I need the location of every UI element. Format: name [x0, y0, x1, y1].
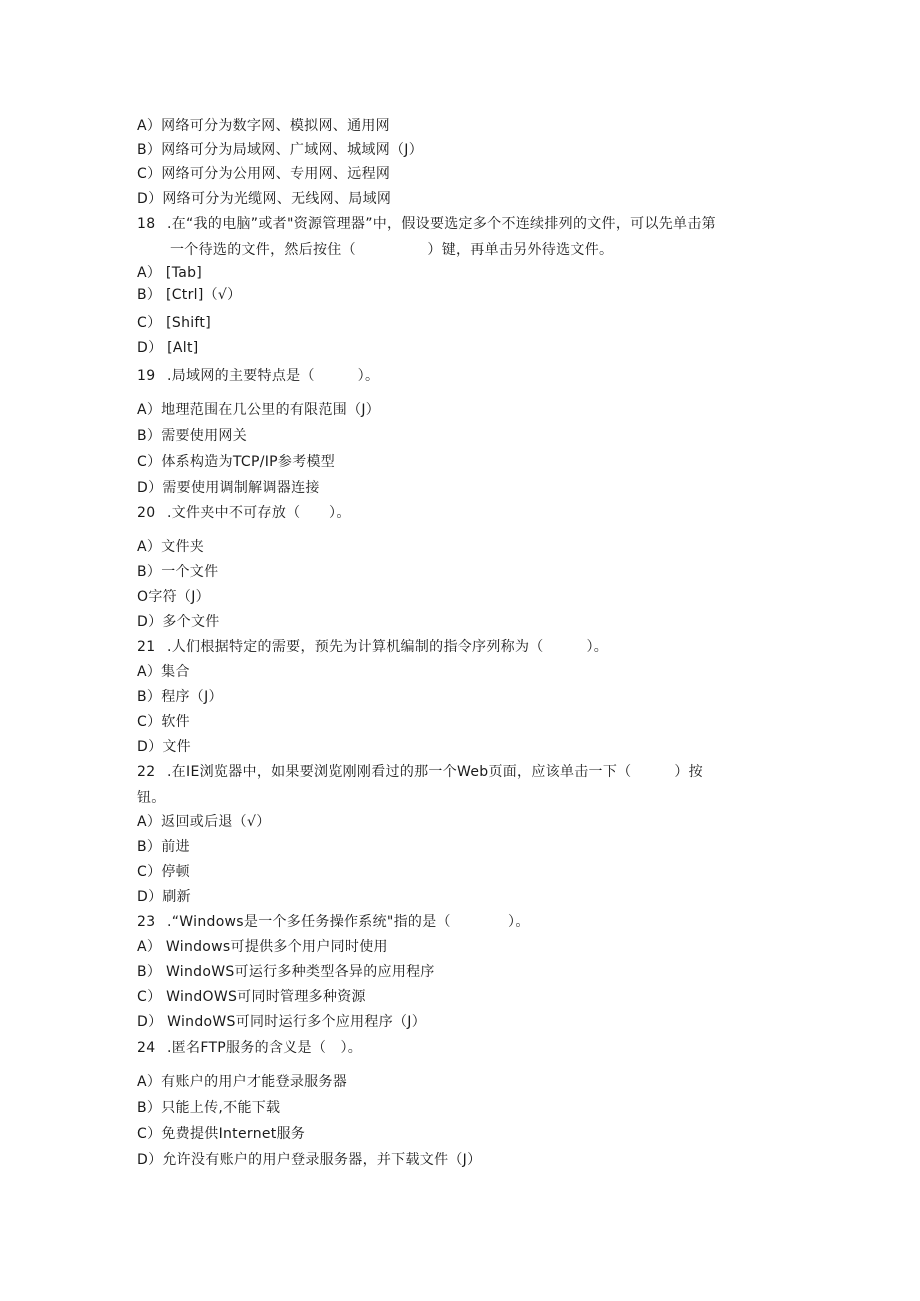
question-text: .匿名FTP服务的含义是（ ）。 — [167, 1040, 363, 1056]
q21-option-a: A）集合 — [137, 664, 190, 680]
q20-question — [137, 504, 351, 522]
q23-option-b: B） WindoWS可运行多种类型各异的应用程序 — [137, 964, 435, 980]
question-number: 20 — [137, 505, 156, 521]
question-text: .在“我的电脑”或者"资源管理器”中，假设要选定多个不连续排列的文件，可以先单击第 — [167, 216, 716, 232]
question-number: 24 — [137, 1040, 156, 1056]
q22-question-continuation: 钮。 — [137, 790, 166, 806]
question-text: .文件夹中不可存放（ ）。 — [167, 505, 351, 521]
q17-option-d: D）网络可分为光缆网、无线网、局域网 — [137, 191, 392, 207]
q23-option-a: A） Windows可提供多个用户同时使用 — [137, 939, 388, 955]
q20-option-a: A）文件夹 — [137, 539, 205, 555]
q19-question — [137, 367, 379, 385]
q21-option-c: C）软件 — [137, 714, 190, 730]
q24-option-b: B）只能上传,不能下载 — [137, 1100, 281, 1116]
q21-option-d: D）文件 — [137, 739, 191, 755]
q22-option-c: C）停顿 — [137, 864, 190, 880]
question-text: .人们根据特定的需要，预先为计算机编制的指令序列称为（ ）。 — [167, 639, 609, 655]
q17-option-a: A）网络可分为数字网、模拟网、通用网 — [137, 118, 390, 134]
q23-question — [137, 913, 530, 931]
q17-option-c: C）网络可分为公用网、专用网、远程网 — [137, 166, 391, 182]
q23-option-c: C） WindOWS可同时管理多种资源 — [137, 989, 366, 1005]
q18-option-d: D） [Alt] — [137, 340, 199, 356]
q19-option-d: D）需要使用调制解调器连接 — [137, 480, 320, 496]
q24-option-c: C）免费提供Internet服务 — [137, 1126, 306, 1142]
q20-option-d: D）多个文件 — [137, 614, 220, 630]
q24-option-d: D）允许没有账户的用户登录服务器，并下载文件（J） — [137, 1152, 482, 1168]
q22-option-d: D）刷新 — [137, 889, 191, 905]
q18-question-continuation: 一个待选的文件，然后按住（ ）键，再单击另外待选文件。 — [170, 242, 614, 258]
question-text: .局域网的主要特点是（ ）。 — [167, 368, 380, 384]
q18-option-c: C） [Shift] — [137, 315, 211, 331]
q24-option-a: A）有账户的用户才能登录服务器 — [137, 1074, 348, 1090]
q22-option-a: A）返回或后退（√） — [137, 814, 271, 830]
q21-question — [137, 638, 608, 656]
q21-option-b: B）程序（J） — [137, 689, 223, 705]
question-number: 22 — [137, 764, 156, 780]
question-number: 18 — [137, 216, 156, 232]
question-number: 21 — [137, 639, 156, 655]
q19-option-c: C）体系构造为TCP/IP参考模型 — [137, 454, 336, 470]
q18-option-a: A） [Tab] — [137, 265, 203, 281]
q19-option-a: A）地理范围在几公里的有限范围（J） — [137, 402, 381, 418]
q20-option-b: B）一个文件 — [137, 564, 219, 580]
q17-option-b: B）网络可分为局域网、广域网、城域网（J） — [137, 142, 424, 158]
q22-option-b: B）前进 — [137, 839, 190, 855]
q18-question — [137, 215, 716, 233]
q19-option-b: B）需要使用网关 — [137, 428, 248, 444]
question-number: 23 — [137, 914, 156, 930]
q24-question — [137, 1039, 362, 1057]
q20-option-c: O字符（J） — [137, 589, 210, 605]
q23-option-d: D） WindoWS可同时运行多个应用程序（J） — [137, 1014, 427, 1030]
q18-option-b: B） [Ctrl]（√） — [137, 287, 242, 303]
question-text: .在IE浏览器中，如果要浏览刚刚看过的那一个Web页面，应该单击一下（ ）按 — [167, 764, 703, 780]
question-number: 19 — [137, 368, 156, 384]
q22-question — [137, 763, 703, 781]
question-text: .“Windows是一个多任务操作系统"指的是（ ）。 — [167, 914, 530, 930]
